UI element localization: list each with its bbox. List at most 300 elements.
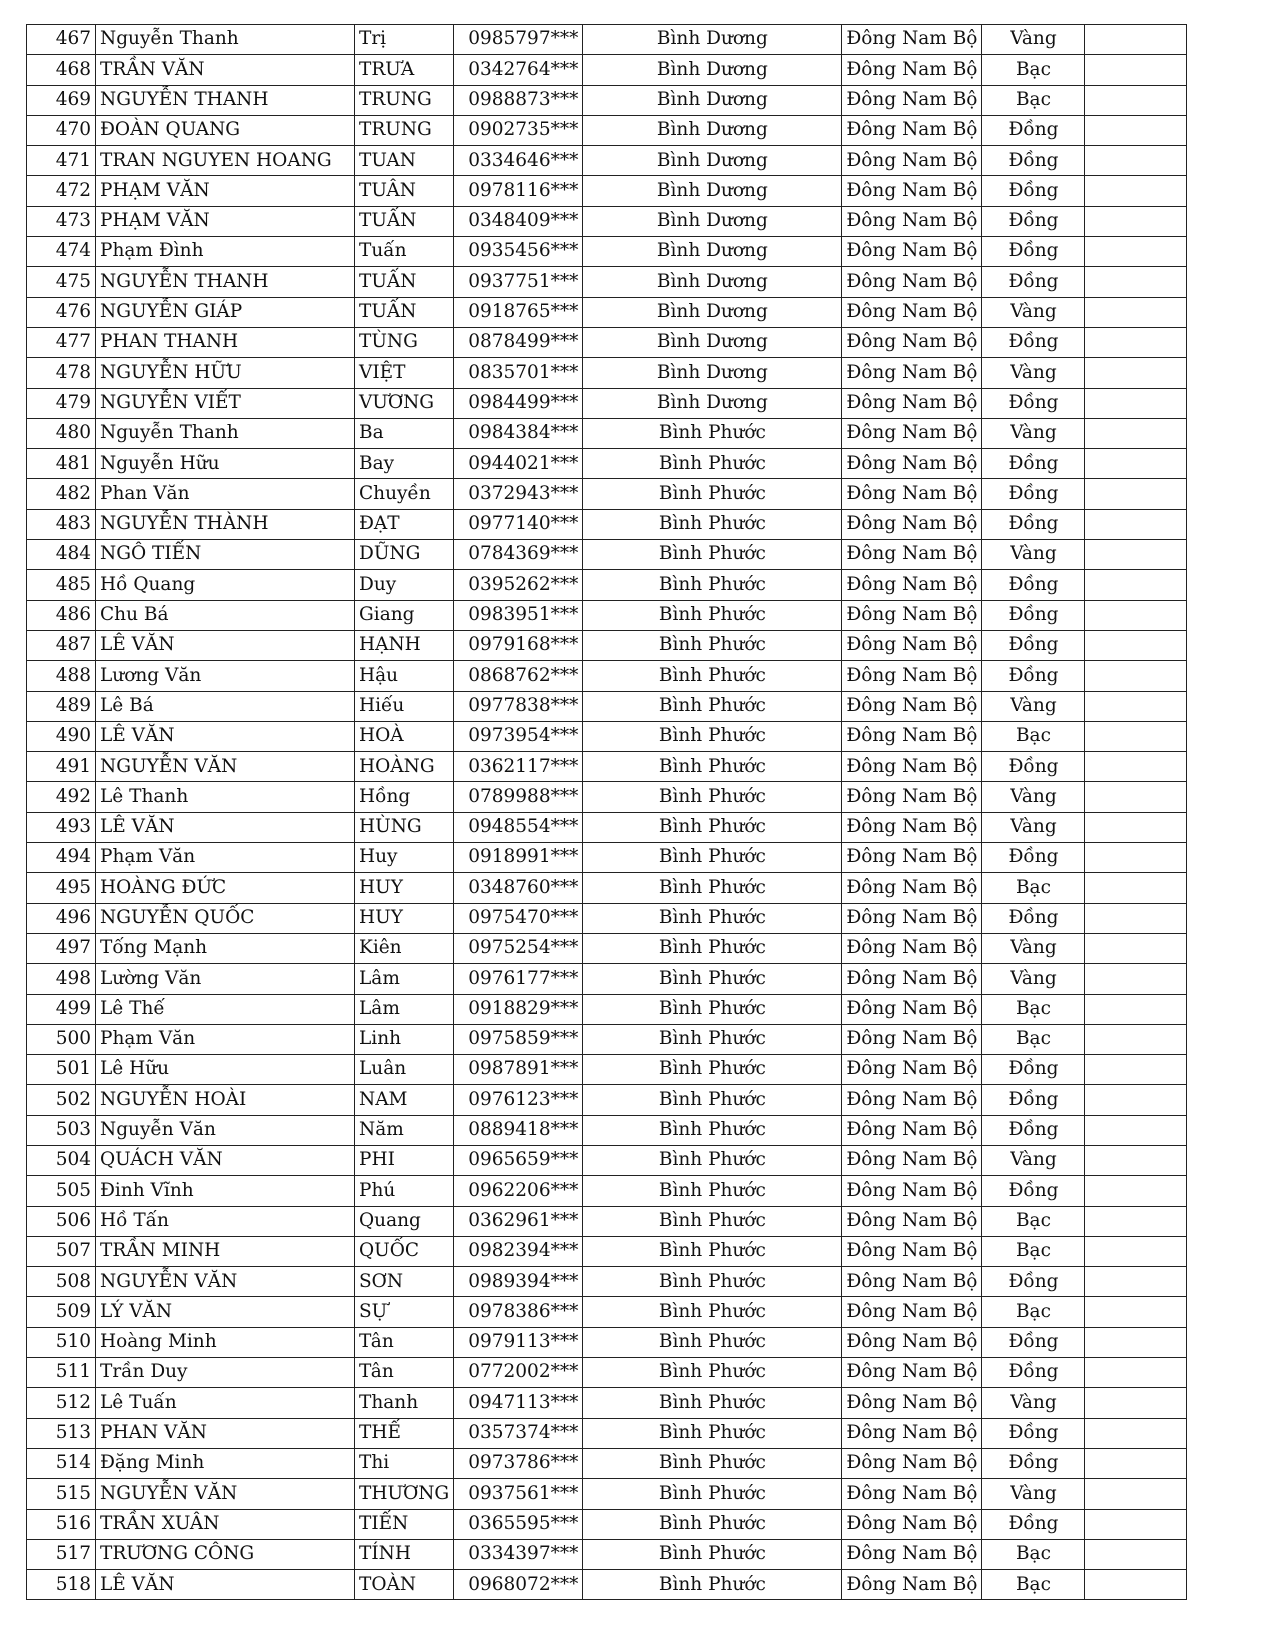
tier-cell: Đồng (982, 630, 1085, 660)
tier-cell: Đồng (982, 509, 1085, 539)
note-cell (1085, 1448, 1187, 1478)
note-cell (1085, 1509, 1187, 1539)
family-middle-name-cell: NGUYỄN VĂN (96, 1267, 355, 1297)
table-row (27, 146, 1187, 176)
region-cell: Đông Nam Bộ (842, 570, 982, 600)
family-middle-name-cell: Lê Bá (96, 691, 355, 721)
table-row (27, 630, 1187, 660)
family-middle-name-cell: LÊ VĂN (96, 721, 355, 751)
phone-number-cell: 0372943*** (454, 479, 583, 509)
tier-cell: Đồng (982, 752, 1085, 782)
province-cell: Bình Phước (583, 1145, 842, 1175)
phone-number-cell: 0868762*** (454, 661, 583, 691)
province-cell: Bình Dương (583, 358, 842, 388)
phone-number-cell: 0962206*** (454, 1176, 583, 1206)
note-cell (1085, 1358, 1187, 1388)
phone-number-cell: 0978116*** (454, 176, 583, 206)
phone-number-cell: 0902735*** (454, 115, 583, 145)
phone-number-cell: 0947113*** (454, 1388, 583, 1418)
region-cell: Đông Nam Bộ (842, 873, 982, 903)
given-name-cell: TIẾN (355, 1509, 454, 1539)
note-cell (1085, 630, 1187, 660)
province-cell: Bình Dương (583, 55, 842, 85)
member-list-table (26, 24, 1187, 1600)
region-cell: Đông Nam Bộ (842, 1448, 982, 1478)
phone-number-cell: 0835701*** (454, 358, 583, 388)
family-middle-name-cell: Tống Mạnh (96, 933, 355, 963)
province-cell: Bình Phước (583, 509, 842, 539)
tier-cell: Vàng (982, 1388, 1085, 1418)
region-cell: Đông Nam Bộ (842, 721, 982, 751)
tier-cell: Vàng (982, 25, 1085, 55)
table-row (27, 206, 1187, 236)
table-row (27, 752, 1187, 782)
given-name-cell: SỰ (355, 1297, 454, 1327)
province-cell: Bình Phước (583, 782, 842, 812)
table-row (27, 721, 1187, 751)
phone-number-cell: 0342764*** (454, 55, 583, 85)
row-number-cell: 485 (27, 570, 96, 600)
given-name-cell: Tân (355, 1327, 454, 1357)
table-row (27, 661, 1187, 691)
row-number-cell: 469 (27, 85, 96, 115)
region-cell: Đông Nam Bộ (842, 1024, 982, 1054)
tier-cell: Đồng (982, 843, 1085, 873)
given-name-cell: SƠN (355, 1267, 454, 1297)
region-cell: Đông Nam Bộ (842, 25, 982, 55)
table-row (27, 267, 1187, 297)
table-row (27, 570, 1187, 600)
province-cell: Bình Phước (583, 903, 842, 933)
phone-number-cell: 0976177*** (454, 964, 583, 994)
family-middle-name-cell: TRẦN VĂN (96, 55, 355, 85)
region-cell: Đông Nam Bộ (842, 206, 982, 236)
tier-cell: Đồng (982, 449, 1085, 479)
family-middle-name-cell: Lê Tuấn (96, 1388, 355, 1418)
table-row (27, 964, 1187, 994)
row-number-cell: 472 (27, 176, 96, 206)
given-name-cell: Kiên (355, 933, 454, 963)
region-cell: Đông Nam Bộ (842, 1479, 982, 1509)
phone-number-cell: 0935456*** (454, 237, 583, 267)
tier-cell: Vàng (982, 812, 1085, 842)
row-number-cell: 516 (27, 1509, 96, 1539)
given-name-cell: HOÀ (355, 721, 454, 751)
province-cell: Bình Phước (583, 843, 842, 873)
note-cell (1085, 661, 1187, 691)
family-middle-name-cell: Hồ Quang (96, 570, 355, 600)
table-row (27, 994, 1187, 1024)
phone-number-cell: 0948554*** (454, 812, 583, 842)
region-cell: Đông Nam Bộ (842, 115, 982, 145)
given-name-cell: Thanh (355, 1388, 454, 1418)
region-cell: Đông Nam Bộ (842, 1509, 982, 1539)
table-row (27, 873, 1187, 903)
region-cell: Đông Nam Bộ (842, 1206, 982, 1236)
phone-number-cell: 0334646*** (454, 146, 583, 176)
phone-number-cell: 0357374*** (454, 1418, 583, 1448)
phone-number-cell: 0988873*** (454, 85, 583, 115)
tier-cell: Đồng (982, 1085, 1085, 1115)
given-name-cell: VIỆT (355, 358, 454, 388)
tier-cell: Bạc (982, 1297, 1085, 1327)
tier-cell: Đồng (982, 1267, 1085, 1297)
phone-number-cell: 0979168*** (454, 630, 583, 660)
row-number-cell: 499 (27, 994, 96, 1024)
table-row (27, 85, 1187, 115)
given-name-cell: DŨNG (355, 540, 454, 570)
row-number-cell: 512 (27, 1388, 96, 1418)
family-middle-name-cell: Nguyễn Thanh (96, 25, 355, 55)
phone-number-cell: 0362961*** (454, 1206, 583, 1236)
region-cell: Đông Nam Bộ (842, 449, 982, 479)
province-cell: Bình Phước (583, 1085, 842, 1115)
note-cell (1085, 812, 1187, 842)
region-cell: Đông Nam Bộ (842, 1085, 982, 1115)
family-middle-name-cell: NGUYỄN VĂN (96, 752, 355, 782)
province-cell: Bình Phước (583, 721, 842, 751)
tier-cell: Đồng (982, 570, 1085, 600)
note-cell (1085, 691, 1187, 721)
row-number-cell: 492 (27, 782, 96, 812)
family-middle-name-cell: Chu Bá (96, 600, 355, 630)
province-cell: Bình Phước (583, 691, 842, 721)
note-cell (1085, 479, 1187, 509)
province-cell: Bình Dương (583, 176, 842, 206)
note-cell (1085, 25, 1187, 55)
row-number-cell: 503 (27, 1115, 96, 1145)
row-number-cell: 489 (27, 691, 96, 721)
tier-cell: Đồng (982, 176, 1085, 206)
tier-cell: Đồng (982, 206, 1085, 236)
region-cell: Đông Nam Bộ (842, 600, 982, 630)
province-cell: Bình Phước (583, 1479, 842, 1509)
table-row (27, 1539, 1187, 1569)
family-middle-name-cell: Nguyễn Hữu (96, 449, 355, 479)
given-name-cell: VƯƠNG (355, 388, 454, 418)
row-number-cell: 486 (27, 600, 96, 630)
tier-cell: Đồng (982, 146, 1085, 176)
family-middle-name-cell: NGUYỄN HỮU (96, 358, 355, 388)
region-cell: Đông Nam Bộ (842, 661, 982, 691)
table-row (27, 812, 1187, 842)
region-cell: Đông Nam Bộ (842, 509, 982, 539)
given-name-cell: Huy (355, 843, 454, 873)
phone-number-cell: 0976123*** (454, 1085, 583, 1115)
phone-number-cell: 0784369*** (454, 540, 583, 570)
given-name-cell: HUY (355, 873, 454, 903)
phone-number-cell: 0918765*** (454, 297, 583, 327)
phone-number-cell: 0918991*** (454, 843, 583, 873)
row-number-cell: 507 (27, 1236, 96, 1266)
row-number-cell: 515 (27, 1479, 96, 1509)
row-number-cell: 473 (27, 206, 96, 236)
family-middle-name-cell: NGUYỄN THANH (96, 267, 355, 297)
family-middle-name-cell: ĐOÀN QUANG (96, 115, 355, 145)
family-middle-name-cell: LÊ VĂN (96, 630, 355, 660)
given-name-cell: TUAN (355, 146, 454, 176)
tier-cell: Đồng (982, 1358, 1085, 1388)
region-cell: Đông Nam Bộ (842, 752, 982, 782)
table-row (27, 1479, 1187, 1509)
province-cell: Bình Phước (583, 1570, 842, 1600)
region-cell: Đông Nam Bộ (842, 1145, 982, 1175)
note-cell (1085, 752, 1187, 782)
table-row (27, 1055, 1187, 1085)
row-number-cell: 497 (27, 933, 96, 963)
given-name-cell: TÙNG (355, 327, 454, 357)
table-row (27, 933, 1187, 963)
region-cell: Đông Nam Bộ (842, 1267, 982, 1297)
row-number-cell: 474 (27, 237, 96, 267)
given-name-cell: Luân (355, 1055, 454, 1085)
province-cell: Bình Phước (583, 1297, 842, 1327)
given-name-cell: TRƯA (355, 55, 454, 85)
given-name-cell: TUẤN (355, 297, 454, 327)
given-name-cell: Bay (355, 449, 454, 479)
phone-number-cell: 0982394*** (454, 1236, 583, 1266)
region-cell: Đông Nam Bộ (842, 994, 982, 1024)
given-name-cell: Tuấn (355, 237, 454, 267)
tier-cell: Đồng (982, 327, 1085, 357)
row-number-cell: 506 (27, 1206, 96, 1236)
given-name-cell: NAM (355, 1085, 454, 1115)
given-name-cell: TRUNG (355, 115, 454, 145)
table-row (27, 1297, 1187, 1327)
province-cell: Bình Dương (583, 297, 842, 327)
region-cell: Đông Nam Bộ (842, 1327, 982, 1357)
tier-cell: Đồng (982, 1327, 1085, 1357)
table-row (27, 388, 1187, 418)
family-middle-name-cell: LÝ VĂN (96, 1297, 355, 1327)
region-cell: Đông Nam Bộ (842, 388, 982, 418)
tier-cell: Đồng (982, 1448, 1085, 1478)
note-cell (1085, 206, 1187, 236)
tier-cell: Đồng (982, 600, 1085, 630)
given-name-cell: Trị (355, 25, 454, 55)
province-cell: Bình Phước (583, 630, 842, 660)
family-middle-name-cell: Phạm Văn (96, 1024, 355, 1054)
province-cell: Bình Dương (583, 237, 842, 267)
tier-cell: Bạc (982, 1206, 1085, 1236)
row-number-cell: 471 (27, 146, 96, 176)
table-row (27, 449, 1187, 479)
phone-number-cell: 0789988*** (454, 782, 583, 812)
table-row (27, 1358, 1187, 1388)
row-number-cell: 517 (27, 1539, 96, 1569)
note-cell (1085, 509, 1187, 539)
phone-number-cell: 0348409*** (454, 206, 583, 236)
family-middle-name-cell: PHẠM VĂN (96, 176, 355, 206)
region-cell: Đông Nam Bộ (842, 176, 982, 206)
family-middle-name-cell: TRAN NGUYEN HOANG (96, 146, 355, 176)
tier-cell: Đồng (982, 1055, 1085, 1085)
region-cell: Đông Nam Bộ (842, 1176, 982, 1206)
region-cell: Đông Nam Bộ (842, 630, 982, 660)
given-name-cell: Linh (355, 1024, 454, 1054)
tier-cell: Bạc (982, 1024, 1085, 1054)
region-cell: Đông Nam Bộ (842, 297, 982, 327)
phone-number-cell: 0975470*** (454, 903, 583, 933)
phone-number-cell: 0772002*** (454, 1358, 583, 1388)
given-name-cell: Hiếu (355, 691, 454, 721)
row-number-cell: 510 (27, 1327, 96, 1357)
note-cell (1085, 327, 1187, 357)
family-middle-name-cell: QUÁCH VĂN (96, 1145, 355, 1175)
province-cell: Bình Phước (583, 600, 842, 630)
note-cell (1085, 843, 1187, 873)
region-cell: Đông Nam Bộ (842, 267, 982, 297)
note-cell (1085, 1145, 1187, 1175)
table-row (27, 55, 1187, 85)
table-row (27, 1236, 1187, 1266)
tier-cell: Bạc (982, 1236, 1085, 1266)
given-name-cell: TUẤN (355, 267, 454, 297)
region-cell: Đông Nam Bộ (842, 691, 982, 721)
row-number-cell: 494 (27, 843, 96, 873)
province-cell: Bình Phước (583, 1539, 842, 1569)
row-number-cell: 518 (27, 1570, 96, 1600)
region-cell: Đông Nam Bộ (842, 1358, 982, 1388)
family-middle-name-cell: PHẠM VĂN (96, 206, 355, 236)
note-cell (1085, 1539, 1187, 1569)
tier-cell: Vàng (982, 418, 1085, 448)
family-middle-name-cell: NGUYỄN THÀNH (96, 509, 355, 539)
row-number-cell: 500 (27, 1024, 96, 1054)
table-row (27, 1206, 1187, 1236)
phone-number-cell: 0977140*** (454, 509, 583, 539)
family-middle-name-cell: TRẦN XUÂN (96, 1509, 355, 1539)
row-number-cell: 487 (27, 630, 96, 660)
phone-number-cell: 0977838*** (454, 691, 583, 721)
row-number-cell: 467 (27, 25, 96, 55)
row-number-cell: 493 (27, 812, 96, 842)
table-row (27, 237, 1187, 267)
table-row (27, 903, 1187, 933)
row-number-cell: 498 (27, 964, 96, 994)
note-cell (1085, 782, 1187, 812)
phone-number-cell: 0878499*** (454, 327, 583, 357)
family-middle-name-cell: Phạm Văn (96, 843, 355, 873)
tier-cell: Đồng (982, 1418, 1085, 1448)
given-name-cell: Lâm (355, 964, 454, 994)
table-row (27, 176, 1187, 206)
table-row (27, 1418, 1187, 1448)
family-middle-name-cell: LÊ VĂN (96, 812, 355, 842)
tier-cell: Vàng (982, 358, 1085, 388)
province-cell: Bình Phước (583, 1509, 842, 1539)
row-number-cell: 476 (27, 297, 96, 327)
phone-number-cell: 0985797*** (454, 25, 583, 55)
table-row (27, 509, 1187, 539)
row-number-cell: 483 (27, 509, 96, 539)
given-name-cell: TOÀN (355, 1570, 454, 1600)
note-cell (1085, 1055, 1187, 1085)
phone-number-cell: 0395262*** (454, 570, 583, 600)
region-cell: Đông Nam Bộ (842, 1236, 982, 1266)
given-name-cell: Chuyền (355, 479, 454, 509)
row-number-cell: 511 (27, 1358, 96, 1388)
given-name-cell: HUY (355, 903, 454, 933)
note-cell (1085, 1206, 1187, 1236)
note-cell (1085, 1085, 1187, 1115)
given-name-cell: Hậu (355, 661, 454, 691)
region-cell: Đông Nam Bộ (842, 358, 982, 388)
tier-cell: Vàng (982, 933, 1085, 963)
row-number-cell: 508 (27, 1267, 96, 1297)
tier-cell: Vàng (982, 1145, 1085, 1175)
table-row (27, 1176, 1187, 1206)
given-name-cell: ĐẠT (355, 509, 454, 539)
row-number-cell: 509 (27, 1297, 96, 1327)
region-cell: Đông Nam Bộ (842, 1418, 982, 1448)
given-name-cell: HẠNH (355, 630, 454, 660)
note-cell (1085, 1479, 1187, 1509)
note-cell (1085, 267, 1187, 297)
table-row (27, 1509, 1187, 1539)
row-number-cell: 468 (27, 55, 96, 85)
family-middle-name-cell: Đinh Vĩnh (96, 1176, 355, 1206)
family-middle-name-cell: NGÔ TIẾN (96, 540, 355, 570)
province-cell: Bình Dương (583, 25, 842, 55)
tier-cell: Đồng (982, 1176, 1085, 1206)
phone-number-cell: 0348760*** (454, 873, 583, 903)
table-row (27, 1145, 1187, 1175)
note-cell (1085, 994, 1187, 1024)
family-middle-name-cell: PHAN THANH (96, 327, 355, 357)
given-name-cell: Năm (355, 1115, 454, 1145)
note-cell (1085, 1297, 1187, 1327)
given-name-cell: HOÀNG (355, 752, 454, 782)
tier-cell: Bạc (982, 721, 1085, 751)
table-row (27, 1570, 1187, 1600)
province-cell: Bình Phước (583, 994, 842, 1024)
tier-cell: Bạc (982, 994, 1085, 1024)
table-row (27, 1327, 1187, 1357)
given-name-cell: HÙNG (355, 812, 454, 842)
table-row (27, 25, 1187, 55)
tier-cell: Đồng (982, 1115, 1085, 1145)
family-middle-name-cell: NGUYỄN THANH (96, 85, 355, 115)
note-cell (1085, 1236, 1187, 1266)
tier-cell: Vàng (982, 691, 1085, 721)
province-cell: Bình Dương (583, 146, 842, 176)
tier-cell: Vàng (982, 297, 1085, 327)
given-name-cell: PHI (355, 1145, 454, 1175)
region-cell: Đông Nam Bộ (842, 146, 982, 176)
table-row (27, 418, 1187, 448)
family-middle-name-cell: NGUYỄN HOÀI (96, 1085, 355, 1115)
family-middle-name-cell: Hồ Tấn (96, 1206, 355, 1236)
phone-number-cell: 0983951*** (454, 600, 583, 630)
table-row (27, 1085, 1187, 1115)
table-row (27, 327, 1187, 357)
note-cell (1085, 1388, 1187, 1418)
phone-number-cell: 0984499*** (454, 388, 583, 418)
table-body (27, 25, 1187, 1600)
table-row (27, 297, 1187, 327)
table-row (27, 843, 1187, 873)
given-name-cell: THẾ (355, 1418, 454, 1448)
phone-number-cell: 0944021*** (454, 449, 583, 479)
note-cell (1085, 903, 1187, 933)
phone-number-cell: 0937561*** (454, 1479, 583, 1509)
row-number-cell: 495 (27, 873, 96, 903)
note-cell (1085, 1570, 1187, 1600)
province-cell: Bình Phước (583, 933, 842, 963)
note-cell (1085, 1267, 1187, 1297)
family-middle-name-cell: NGUYỄN VĂN (96, 1479, 355, 1509)
